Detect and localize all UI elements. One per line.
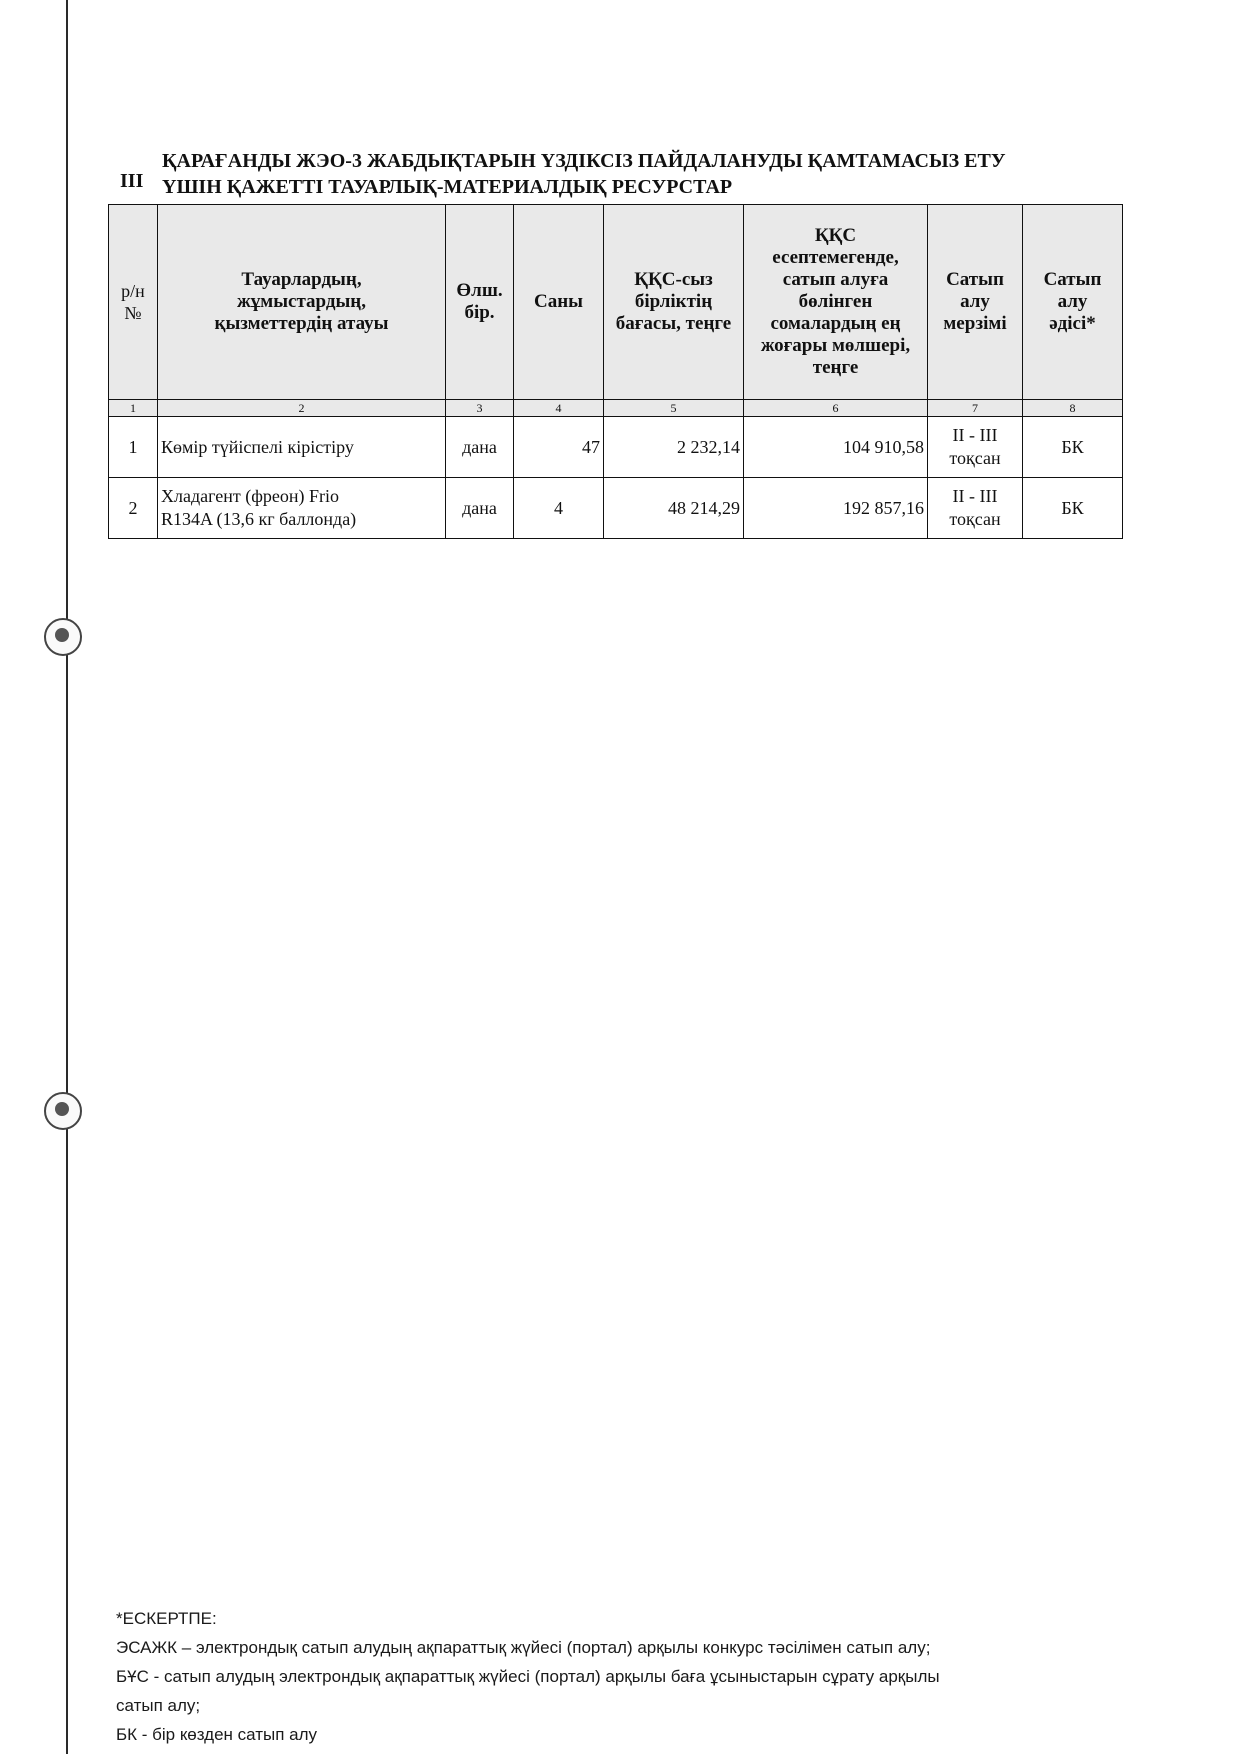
column-number-row [109, 400, 1123, 417]
row-number: 2 [109, 478, 158, 539]
punch-hole-icon [44, 618, 82, 656]
footnote-line: БҰС - сатып алудың электрондық ақпараттық жүйесі (портал) арқылы баға ұсыныстарын сұрату арқылы [116, 1667, 940, 1686]
table-row [109, 478, 1123, 539]
footnote-line: ЭСАЖК – электрондық сатып алудың ақпараттық жүйесі (портал) арқылы конкурс тәсілімен сатып алу; [116, 1638, 931, 1657]
header-unit: Өлш. бір. [446, 205, 514, 400]
item-unit: дана [446, 478, 514, 539]
header-purchase-method: Сатып алу әдісі* [1023, 205, 1123, 400]
header-item-name: Тауарлардың, жұмыстардың, қызметтердің атауы [158, 205, 446, 400]
resources-table [108, 204, 1123, 539]
header-quantity: Саны [514, 205, 604, 400]
column-number: 8 [1023, 400, 1123, 417]
column-number: 6 [744, 400, 928, 417]
header-max-amount: ҚҚС есептемегенде, сатып алуға бөлінген сомалардың ең жоғары мөлшері, теңге [744, 205, 928, 400]
section-title [162, 148, 1102, 200]
item-purchase-method: БК [1023, 417, 1123, 478]
column-number: 4 [514, 400, 604, 417]
item-name: Көмір түйіспелі кірістіру [158, 417, 446, 478]
header-purchase-period: Сатып алу мерзімі [928, 205, 1023, 400]
item-purchase-period: II - III тоқсан [928, 417, 1023, 478]
table-row [109, 417, 1123, 478]
item-max-amount: 192 857,16 [744, 478, 928, 539]
binder-margin-line [66, 0, 68, 1754]
header-row-number: р/н № [109, 205, 158, 400]
footnote [116, 1604, 1116, 1749]
footnote-line: БК - бір көзден сатып алу [116, 1725, 318, 1744]
footnote-line: сатып алу; [116, 1696, 201, 1715]
column-number: 1 [109, 400, 158, 417]
item-unit-price: 48 214,29 [604, 478, 744, 539]
item-max-amount: 104 910,58 [744, 417, 928, 478]
section-title-line: ҮШІН ҚАЖЕТТІ ТАУАРЛЫҚ-МАТЕРИАЛДЫҚ РЕСУРСТАР [162, 176, 733, 198]
item-purchase-method: БК [1023, 478, 1123, 539]
section-number: III [120, 170, 144, 192]
column-number: 7 [928, 400, 1023, 417]
column-number: 3 [446, 400, 514, 417]
item-unit-price: 2 232,14 [604, 417, 744, 478]
item-name: Хладагент (фреон) Frio R134A (13,6 кг баллонда) [158, 478, 446, 539]
column-number: 2 [158, 400, 446, 417]
header-unit-price: ҚҚС-сыз бірліктің бағасы, теңге [604, 205, 744, 400]
table-header-row [109, 205, 1123, 400]
item-purchase-period: II - III тоқсан [928, 478, 1023, 539]
item-quantity: 4 [514, 478, 604, 539]
punch-hole-icon [44, 1092, 82, 1130]
footnote-heading: *ЕСКЕРТПЕ: [116, 1609, 217, 1628]
row-number: 1 [109, 417, 158, 478]
column-number: 5 [604, 400, 744, 417]
item-quantity: 47 [514, 417, 604, 478]
section-title-line: ҚАРАҒАНДЫ ЖЭО-3 ЖАБДЫҚТАРЫН ҮЗДІКСІЗ ПАЙДАЛАНУДЫ ҚАМТАМАСЫЗ ЕТУ [162, 150, 1006, 172]
item-unit: дана [446, 417, 514, 478]
